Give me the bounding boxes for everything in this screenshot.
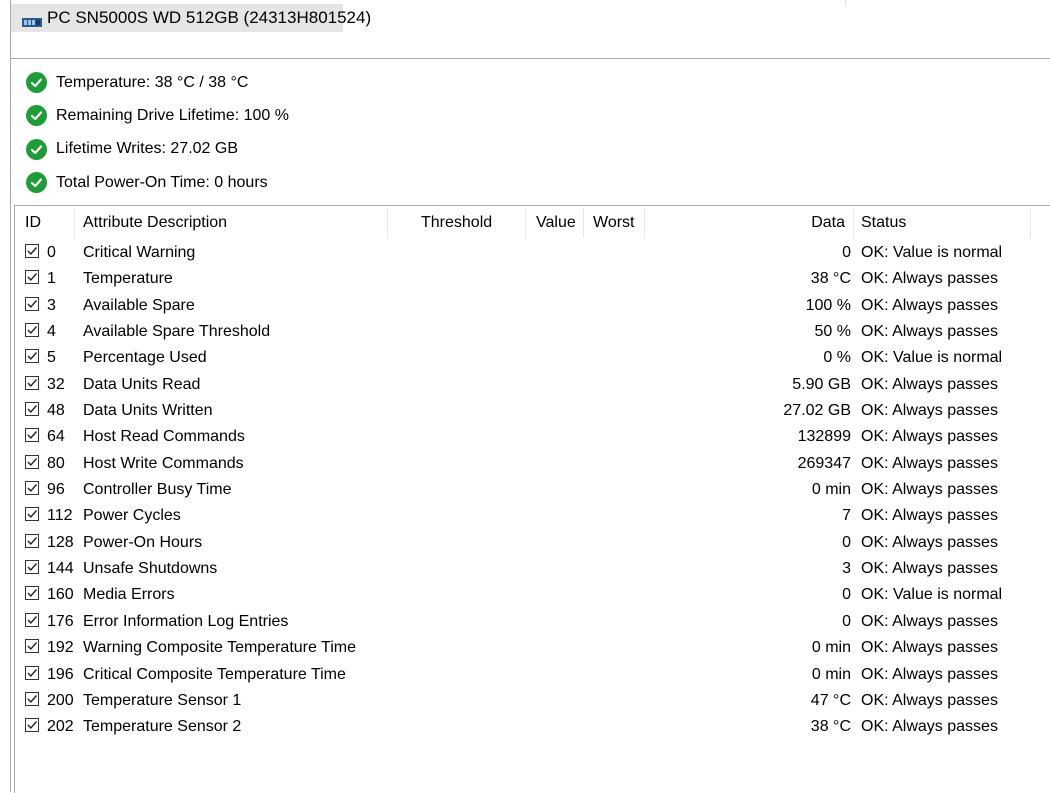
attribute-data: 0 min [811, 481, 851, 499]
attribute-id: 112 [47, 507, 73, 525]
attribute-data: 7 [842, 507, 851, 525]
ok-check-icon [26, 72, 47, 93]
attribute-id: 144 [47, 560, 74, 578]
column-separator[interactable] [853, 208, 854, 238]
attribute-description: Host Read Commands [83, 428, 245, 446]
row-checkbox[interactable] [25, 507, 39, 521]
ok-check-icon [26, 139, 47, 160]
table-row[interactable] [15, 398, 1050, 424]
attribute-data: 5.90 GB [792, 375, 851, 393]
attribute-id: 160 [47, 586, 74, 604]
column-separator[interactable] [387, 208, 388, 238]
attribute-description: Temperature Sensor 2 [83, 718, 242, 736]
row-checkbox[interactable] [25, 613, 39, 627]
attribute-status: OK: Always passes [861, 691, 998, 709]
table-body [15, 240, 1050, 741]
summary-label: Lifetime Writes: 27.02 GB [56, 140, 238, 158]
window-left-border [10, 0, 11, 792]
attribute-id: 4 [47, 323, 56, 341]
attribute-data: 0 [842, 244, 851, 261]
summary-writes [26, 133, 626, 166]
drive-item-selected[interactable] [11, 4, 372, 32]
table-row[interactable] [15, 424, 1050, 450]
attribute-id: 128 [47, 533, 74, 551]
table-row[interactable] [15, 582, 1050, 608]
attribute-data: 38 °C [810, 270, 851, 288]
column-separator[interactable] [644, 208, 645, 238]
attribute-data: 0 min [811, 665, 851, 683]
attribute-description: Warning Composite Temperature Time [83, 639, 356, 657]
row-checkbox[interactable] [25, 586, 39, 600]
summary-temperature [26, 66, 626, 99]
attribute-status: OK: Always passes [861, 533, 998, 551]
attribute-status: OK: Always passes [861, 375, 998, 393]
summary-label: Temperature: 38 °C / 38 °C [56, 73, 249, 91]
row-checkbox[interactable] [25, 428, 39, 442]
attribute-id: 192 [47, 639, 74, 657]
table-row[interactable] [15, 503, 1050, 529]
row-checkbox[interactable] [25, 455, 39, 469]
attribute-description: Unsafe Shutdowns [83, 560, 218, 578]
attribute-id: 96 [47, 481, 65, 499]
attribute-status: OK: Value is normal [861, 244, 1003, 261]
table-row[interactable] [15, 635, 1050, 661]
column-header-value[interactable]: Value [536, 214, 576, 231]
row-checkbox[interactable] [25, 692, 39, 706]
column-header-threshold[interactable]: Threshold [421, 214, 493, 231]
row-checkbox[interactable] [25, 560, 39, 574]
attribute-description: Temperature Sensor 1 [83, 691, 242, 709]
attribute-status: OK: Always passes [861, 718, 998, 736]
attribute-data: 3 [842, 560, 851, 578]
attribute-data: 269347 [797, 454, 851, 472]
attribute-data: 0 % [823, 349, 851, 367]
row-checkbox[interactable] [25, 323, 39, 337]
attribute-status: OK: Always passes [861, 481, 998, 499]
row-checkbox[interactable] [25, 297, 39, 311]
column-header-worst[interactable]: Worst [593, 214, 635, 231]
attribute-id: 48 [47, 402, 65, 420]
attribute-description: Data Units Written [83, 402, 213, 420]
drive-name: PC SN5000S WD 512GB (24313H801524) [47, 8, 372, 27]
table-header [15, 206, 1050, 240]
table-row[interactable] [15, 714, 1050, 740]
attribute-id: 3 [47, 296, 56, 314]
row-checkbox[interactable] [25, 639, 39, 653]
attribute-description: Controller Busy Time [83, 481, 232, 499]
summary-label: Total Power-On Time: 0 hours [56, 173, 268, 191]
attribute-id: 32 [47, 375, 65, 393]
row-checkbox[interactable] [25, 666, 39, 680]
attribute-status: OK: Always passes [861, 507, 998, 525]
attribute-status: OK: Always passes [861, 612, 998, 630]
attribute-status: OK: Always passes [861, 428, 998, 446]
attribute-description: Critical Warning [83, 244, 196, 261]
attribute-data: 0 [842, 612, 851, 630]
table-row[interactable] [15, 293, 1050, 319]
table-row[interactable] [15, 240, 1050, 266]
attribute-status: OK: Value is normal [861, 586, 1003, 604]
divider [845, 0, 846, 6]
attribute-description: Power Cycles [83, 507, 181, 525]
attribute-id: 64 [47, 428, 65, 446]
ok-check-icon [26, 172, 47, 193]
column-separator[interactable] [525, 208, 526, 238]
attribute-id: 5 [47, 349, 56, 367]
attribute-data: 50 % [814, 323, 851, 341]
column-header-data[interactable]: Data [811, 214, 845, 231]
ok-check-icon [26, 105, 47, 126]
attribute-id: 202 [47, 718, 74, 736]
attribute-description: Temperature [83, 270, 173, 288]
smart-attributes-table [14, 205, 1050, 793]
attribute-data: 100 % [805, 296, 851, 314]
attribute-description: Power-On Hours [83, 533, 203, 551]
table-row[interactable] [15, 530, 1050, 556]
row-checkbox[interactable] [25, 376, 39, 390]
column-header-id[interactable]: ID [25, 214, 41, 231]
attribute-description: Percentage Used [83, 349, 207, 367]
row-checkbox[interactable] [25, 349, 39, 363]
table-row[interactable] [15, 609, 1050, 635]
summary-lifetime [26, 99, 626, 132]
attribute-data: 0 min [811, 639, 851, 657]
attribute-id: 1 [47, 270, 56, 288]
row-checkbox[interactable] [25, 534, 39, 548]
summary-power-on [26, 166, 626, 199]
health-summary [26, 66, 626, 199]
attribute-data: 38 °C [810, 718, 851, 736]
row-checkbox[interactable] [25, 481, 39, 495]
column-header-status[interactable]: Status [861, 214, 907, 231]
table-row[interactable] [15, 477, 1050, 503]
table-row[interactable] [15, 662, 1050, 688]
table-row[interactable] [15, 372, 1050, 398]
table-row[interactable] [15, 556, 1050, 582]
attribute-data: 0 [842, 586, 851, 604]
column-header-description[interactable]: Attribute Description [83, 214, 228, 231]
attribute-status: OK: Value is normal [861, 349, 1003, 367]
summary-label: Remaining Drive Lifetime: 100 % [56, 106, 289, 124]
table-row[interactable] [15, 345, 1050, 371]
table-row[interactable] [15, 319, 1050, 345]
attribute-status: OK: Always passes [861, 665, 998, 683]
row-checkbox[interactable] [25, 270, 39, 284]
attribute-id: 0 [47, 244, 56, 261]
column-separator[interactable] [74, 208, 75, 238]
attribute-description: Available Spare Threshold [83, 323, 271, 341]
attribute-id: 200 [47, 691, 74, 709]
row-checkbox[interactable] [25, 718, 39, 732]
attribute-status: OK: Always passes [861, 270, 998, 288]
attribute-status: OK: Always passes [861, 454, 998, 472]
row-checkbox[interactable] [25, 402, 39, 416]
attribute-data: 47 °C [810, 691, 851, 709]
attribute-description: Available Spare [83, 296, 195, 314]
attribute-description: Data Units Read [83, 375, 201, 393]
attribute-data: 132899 [797, 428, 851, 446]
table-row[interactable] [15, 266, 1050, 292]
row-checkbox[interactable] [25, 244, 39, 258]
attribute-description: Host Write Commands [83, 454, 244, 472]
attribute-status: OK: Always passes [861, 296, 998, 314]
attribute-description: Critical Composite Temperature Time [83, 665, 346, 683]
attribute-data: 0 [842, 533, 851, 551]
column-separator[interactable] [1030, 208, 1031, 238]
attribute-id: 196 [47, 665, 74, 683]
ssd-drive-icon [22, 13, 42, 24]
table-row[interactable] [15, 451, 1050, 477]
attribute-id: 80 [47, 454, 65, 472]
column-separator[interactable] [583, 208, 584, 238]
attribute-id: 176 [47, 612, 74, 630]
attribute-status: OK: Always passes [861, 560, 998, 578]
attribute-status: OK: Always passes [861, 402, 998, 420]
attribute-description: Media Errors [83, 586, 175, 604]
attribute-status: OK: Always passes [861, 323, 998, 341]
table-row[interactable] [15, 688, 1050, 714]
attribute-description: Error Information Log Entries [83, 612, 289, 630]
attribute-status: OK: Always passes [861, 639, 998, 657]
attribute-data: 27.02 GB [783, 402, 851, 420]
